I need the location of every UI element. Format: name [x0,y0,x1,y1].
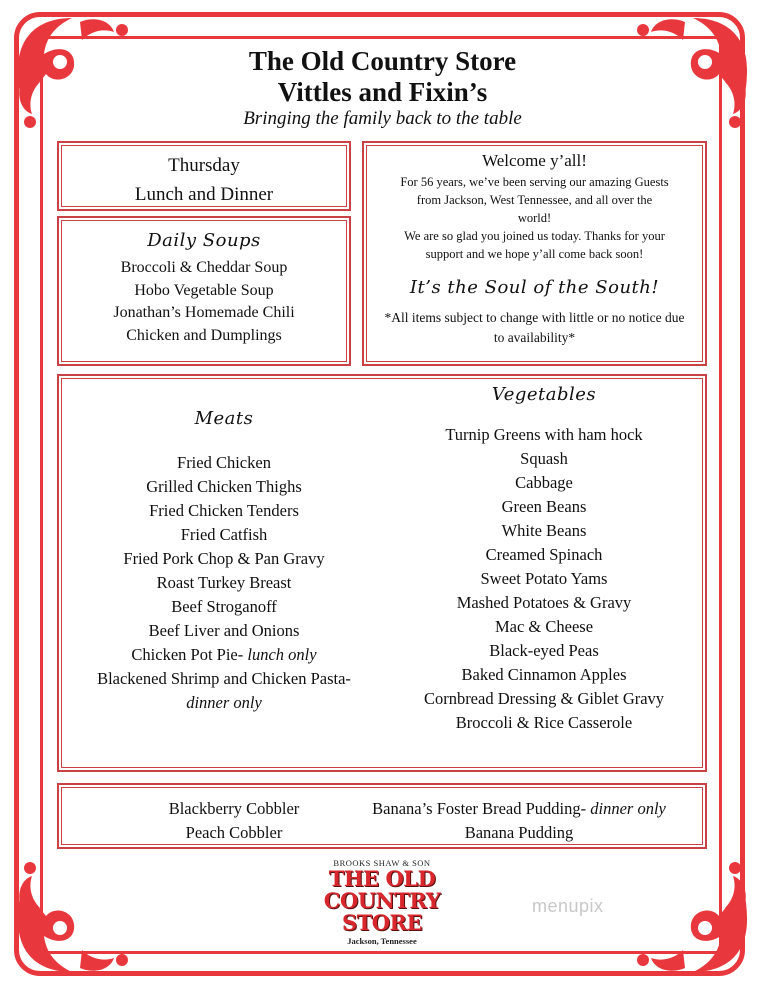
item-note: lunch only [247,645,317,664]
desserts-box [57,783,707,849]
list-item: Fried Chicken [177,453,271,472]
list-item: Peach Cobbler [185,823,283,842]
list-item: Fried Pork Chop & Pan Gravy [123,549,325,568]
day-name: Thursday [168,155,240,176]
list-item: Fried Chicken Tenders [149,501,299,520]
availability-notice: *All items subject to change with little or no notice due to availability* [384,310,685,345]
meats-heading: Meats [194,408,254,429]
welcome-line: We are so glad you joined us today. Thanks for your [404,229,665,243]
desserts-column [339,797,699,845]
logo-line: STORE [341,910,423,935]
service-hours: Lunch and Dinner [134,184,274,205]
welcome-line: For 56 years, we’ve been serving our amazing Guests [400,175,669,189]
welcome-line: from Jackson, West Tennessee, and all over the [416,193,653,207]
welcome-message [364,173,705,263]
list-item: Banana Pudding [464,823,574,842]
list-item: Squash [520,449,568,468]
logo-location: Jackson, Tennessee [347,936,417,946]
slogan: It’s the Soul of the South! [409,277,660,298]
list-item: Baked Cinnamon Apples [461,665,627,684]
vegetables-heading: Vegetables [491,384,597,405]
main-menu-box [57,374,707,772]
list-item: White Beans [501,521,587,540]
list-item: Jonathan’s Homemade Chili [113,304,295,321]
list-item: Turnip Greens with ham hock [445,425,643,444]
item-name: Banana’s Foster Bread Pudding- [372,799,587,818]
list-item [69,643,379,667]
logo-line: THE OLD COUNTRY [323,866,441,913]
list-item: Cabbage [515,473,573,492]
store-logo [307,858,457,946]
list-item: Roast Turkey Breast [156,573,292,592]
list-item: Beef Stroganoff [171,597,277,616]
page-subtitle: Vittles and Fixin’s [277,77,488,107]
list-item: Sweet Potato Yams [480,569,608,588]
meats-section [69,408,379,715]
soups-box [57,216,351,366]
list-item: Cornbread Dressing & Giblet Gravy [423,689,665,708]
logo-top-text: BROOKS SHAW & SON [333,858,431,868]
list-item: Grilled Chicken Thighs [146,477,302,496]
page-title: The Old Country Store [248,46,517,76]
soups-heading: Daily Soups [147,230,261,251]
list-item: Mashed Potatoes & Gravy [456,593,632,612]
list-item: Black-eyed Peas [489,641,599,660]
corner-flourish-icon [10,850,140,980]
list-item: Hobo Vegetable Soup [134,281,274,299]
list-item: Green Beans [501,497,587,516]
watermark: menupix [532,896,604,916]
welcome-line: support and we hope y’all come back soon! [425,247,644,261]
desserts-column [129,797,339,845]
welcome-line: world! [517,211,552,225]
list-item: Creamed Spinach [485,545,603,564]
list-item: Beef Liver and Onions [148,621,300,640]
list-item: Broccoli & Rice Casserole [455,713,633,732]
list-item: Broccoli & Cheddar Soup [120,259,288,276]
list-item: Mac & Cheese [494,617,594,636]
item-name: Chicken Pot Pie- [131,645,244,664]
meats-list [69,451,379,715]
vegetables-list [389,423,699,735]
list-item: Blackened Shrimp and Chicken Pasta- [97,669,351,688]
day-box [57,141,351,211]
list-item: Blackberry Cobbler [168,799,300,818]
corner-flourish-icon [625,850,755,980]
list-item: Chicken and Dumplings [126,326,282,344]
list-item [339,797,699,821]
tagline: Bringing the family back to the table [243,108,522,129]
item-note: dinner only [590,799,666,818]
welcome-box [362,141,707,366]
vegetables-section [389,384,699,735]
list-item: Fried Catfish [180,525,268,544]
welcome-heading: Welcome y’all! [482,151,587,170]
item-note: dinner only [186,693,262,712]
